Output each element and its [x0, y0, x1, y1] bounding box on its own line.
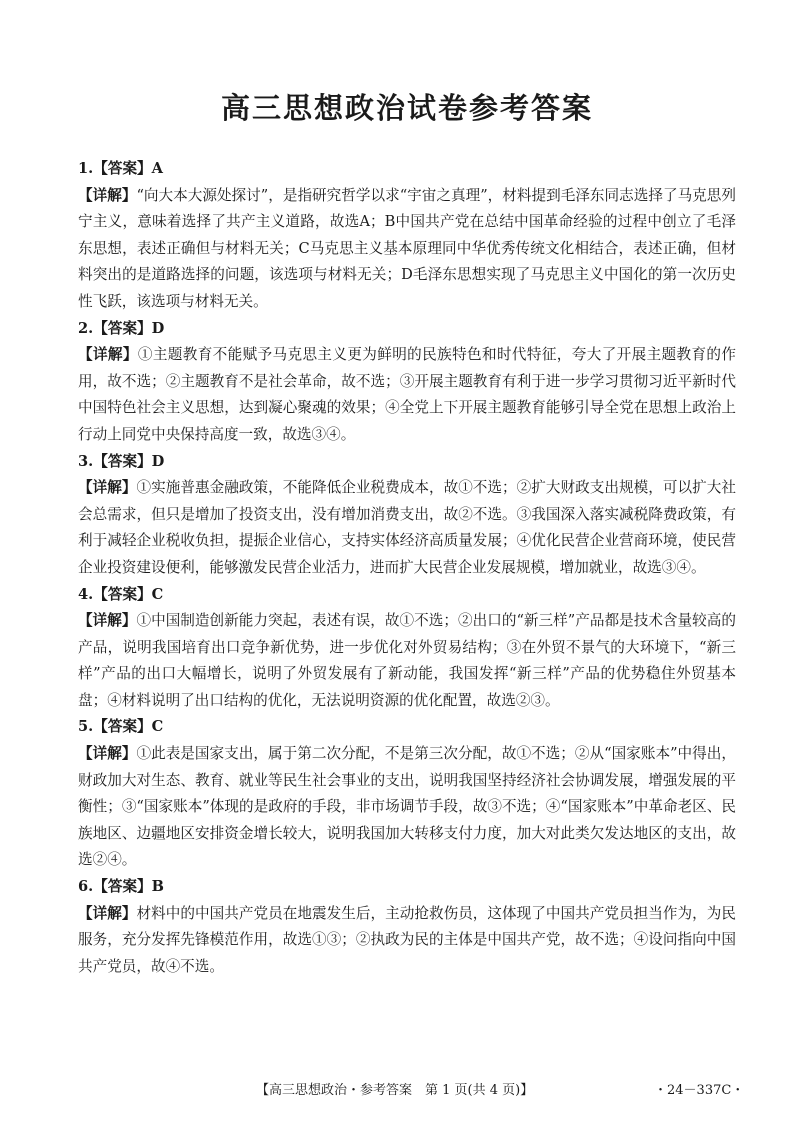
answer-value: D — [151, 319, 165, 337]
answer-line — [78, 449, 736, 476]
answer-line — [78, 156, 736, 183]
explanation — [78, 901, 736, 981]
answer-label: 【答案】 — [93, 160, 152, 177]
footer-code: ・24－337C・ — [654, 1083, 745, 1098]
footer-page-info: 【高三思想政治・参考答案 第 1 页(共 4 页)】 — [256, 1083, 534, 1098]
question-number: 5. — [78, 718, 94, 736]
answer-value: B — [151, 878, 164, 896]
answer-value: A — [151, 160, 163, 177]
explain-label: 【详解】 — [78, 612, 137, 630]
explain-label: 【详解】 — [78, 346, 138, 364]
explain-text: ①此表是国家支出，属于第二次分配，不是第三次分配，故①不选；②从“国家账本”中得出，财政加大对生态、教育、就业等民生社会事业的支出，说明我国坚持经济社会协调发展，增强发展的平衡性；③“国家账本”体现的是政府的手段，非市场调节手段，故③不选；④“国家账本”中革命老区、民族地区、边疆地区安排资金增长较大，说明我国加大转移支付力度，加大对此类欠发达地区的支出，故选②④。 — [78, 745, 736, 869]
explanation — [78, 342, 736, 448]
explain-label: 【详解】 — [78, 479, 137, 497]
question-item — [78, 156, 736, 316]
answer-label: 【答案】 — [93, 585, 152, 603]
page-title: 高三思想政治试卷参考答案 — [220, 91, 593, 125]
explain-text: ①实施普惠金融政策，不能降低企业税费成本，故①不选；②扩大财政支出规模，可以扩大社会总需求，但只是增加了投资支出，没有增加消费支出，故②不选。③我国深入落实减税降费政策，有利于减轻企业税收负担，提振企业信心，支持实体经济高质量发展；④优化民营企业营商环境，使民营企业投资建设便利，能够激发民营企业活力，进而扩大民营企业发展规模，增加就业，故选③④。 — [78, 479, 736, 576]
answer-label: 【答案】 — [93, 878, 152, 896]
explain-text: ①中国制造创新能力突起，表述有误，故①不选；②出口的“新三样”产品都是技术含量较高的产品，说明我国培育出口竞争新优势，进一步优化对外贸易结构；③在外贸不景气的大环境下，“新三样”产品的出口大幅增长，说明了外贸发展有了新动能，我国发挥“新三样”产品的优势稳住外贸基本盘；④材料说明了出口结构的优化，无法说明资源的优化配置，故选②③。 — [78, 612, 736, 709]
explain-text: ①主题教育不能赋予马克思主义更为鲜明的民族特色和时代特征，夸大了开展主题教育的作用，故不选；②主题教育不是社会革命，故不选；③开展主题教育有利于进一步学习贯彻习近平新时代中国特色社会主义思想，达到凝心聚魂的效果；④全党上下开展主题教育能够引导全党在思想上政治上行动上同党中央保持高度一致，故选③④。 — [78, 346, 736, 443]
explain-label: 【详解】 — [78, 904, 137, 922]
answer-value: C — [151, 585, 164, 603]
answer-label: 【答案】 — [93, 718, 152, 736]
answer-value: D — [151, 452, 165, 470]
explanation — [78, 741, 736, 874]
explain-text: “向大本大源处探讨”，是指研究哲学以求“宇宙之真理”，材料提到毛泽东同志选择了马克思列宁主义，意味着选择了共产主义道路，故选A；B中国共产党在总结中国革命经验的过程中创立了毛泽东思想，表述正确但与材料无关；C马克思主义基本原理同中华优秀传统文化相结合，表述正确，但材料突出的是道路选择的问题，该选项与材料无关；D毛泽东思想实现了马克思主义中国化的第一次历史性飞跃，该选项与材料无关。 — [78, 186, 736, 310]
answer-line — [78, 316, 736, 343]
explanation — [78, 183, 736, 316]
explanation — [78, 475, 736, 581]
question-item — [78, 316, 736, 449]
question-number: 3. — [78, 452, 94, 470]
explain-label: 【详解】 — [78, 186, 137, 204]
answer-line — [78, 582, 736, 609]
question-number: 4. — [78, 585, 94, 603]
question-number: 2. — [78, 319, 94, 337]
question-item — [78, 582, 736, 715]
answer-line — [78, 714, 736, 741]
answer-value: C — [151, 718, 164, 736]
question-number: 6. — [78, 878, 94, 896]
question-number: 1. — [78, 160, 94, 177]
explanation — [78, 608, 736, 714]
question-item — [78, 714, 736, 874]
answer-line — [78, 874, 736, 901]
question-item — [78, 449, 736, 582]
answer-label: 【答案】 — [93, 319, 152, 337]
question-item — [78, 874, 736, 980]
question-list — [78, 156, 736, 980]
explain-label: 【详解】 — [78, 745, 137, 763]
explain-text: 材料中的中国共产党员在地震发生后，主动抢救伤员，这体现了中国共产党员担当作为，为民服务，充分发挥先锋模范作用，故选①③；②执政为民的主体是中国共产党，故不选；④设问指向中国共产党员，故④不选。 — [78, 904, 736, 975]
answer-label: 【答案】 — [93, 452, 152, 470]
